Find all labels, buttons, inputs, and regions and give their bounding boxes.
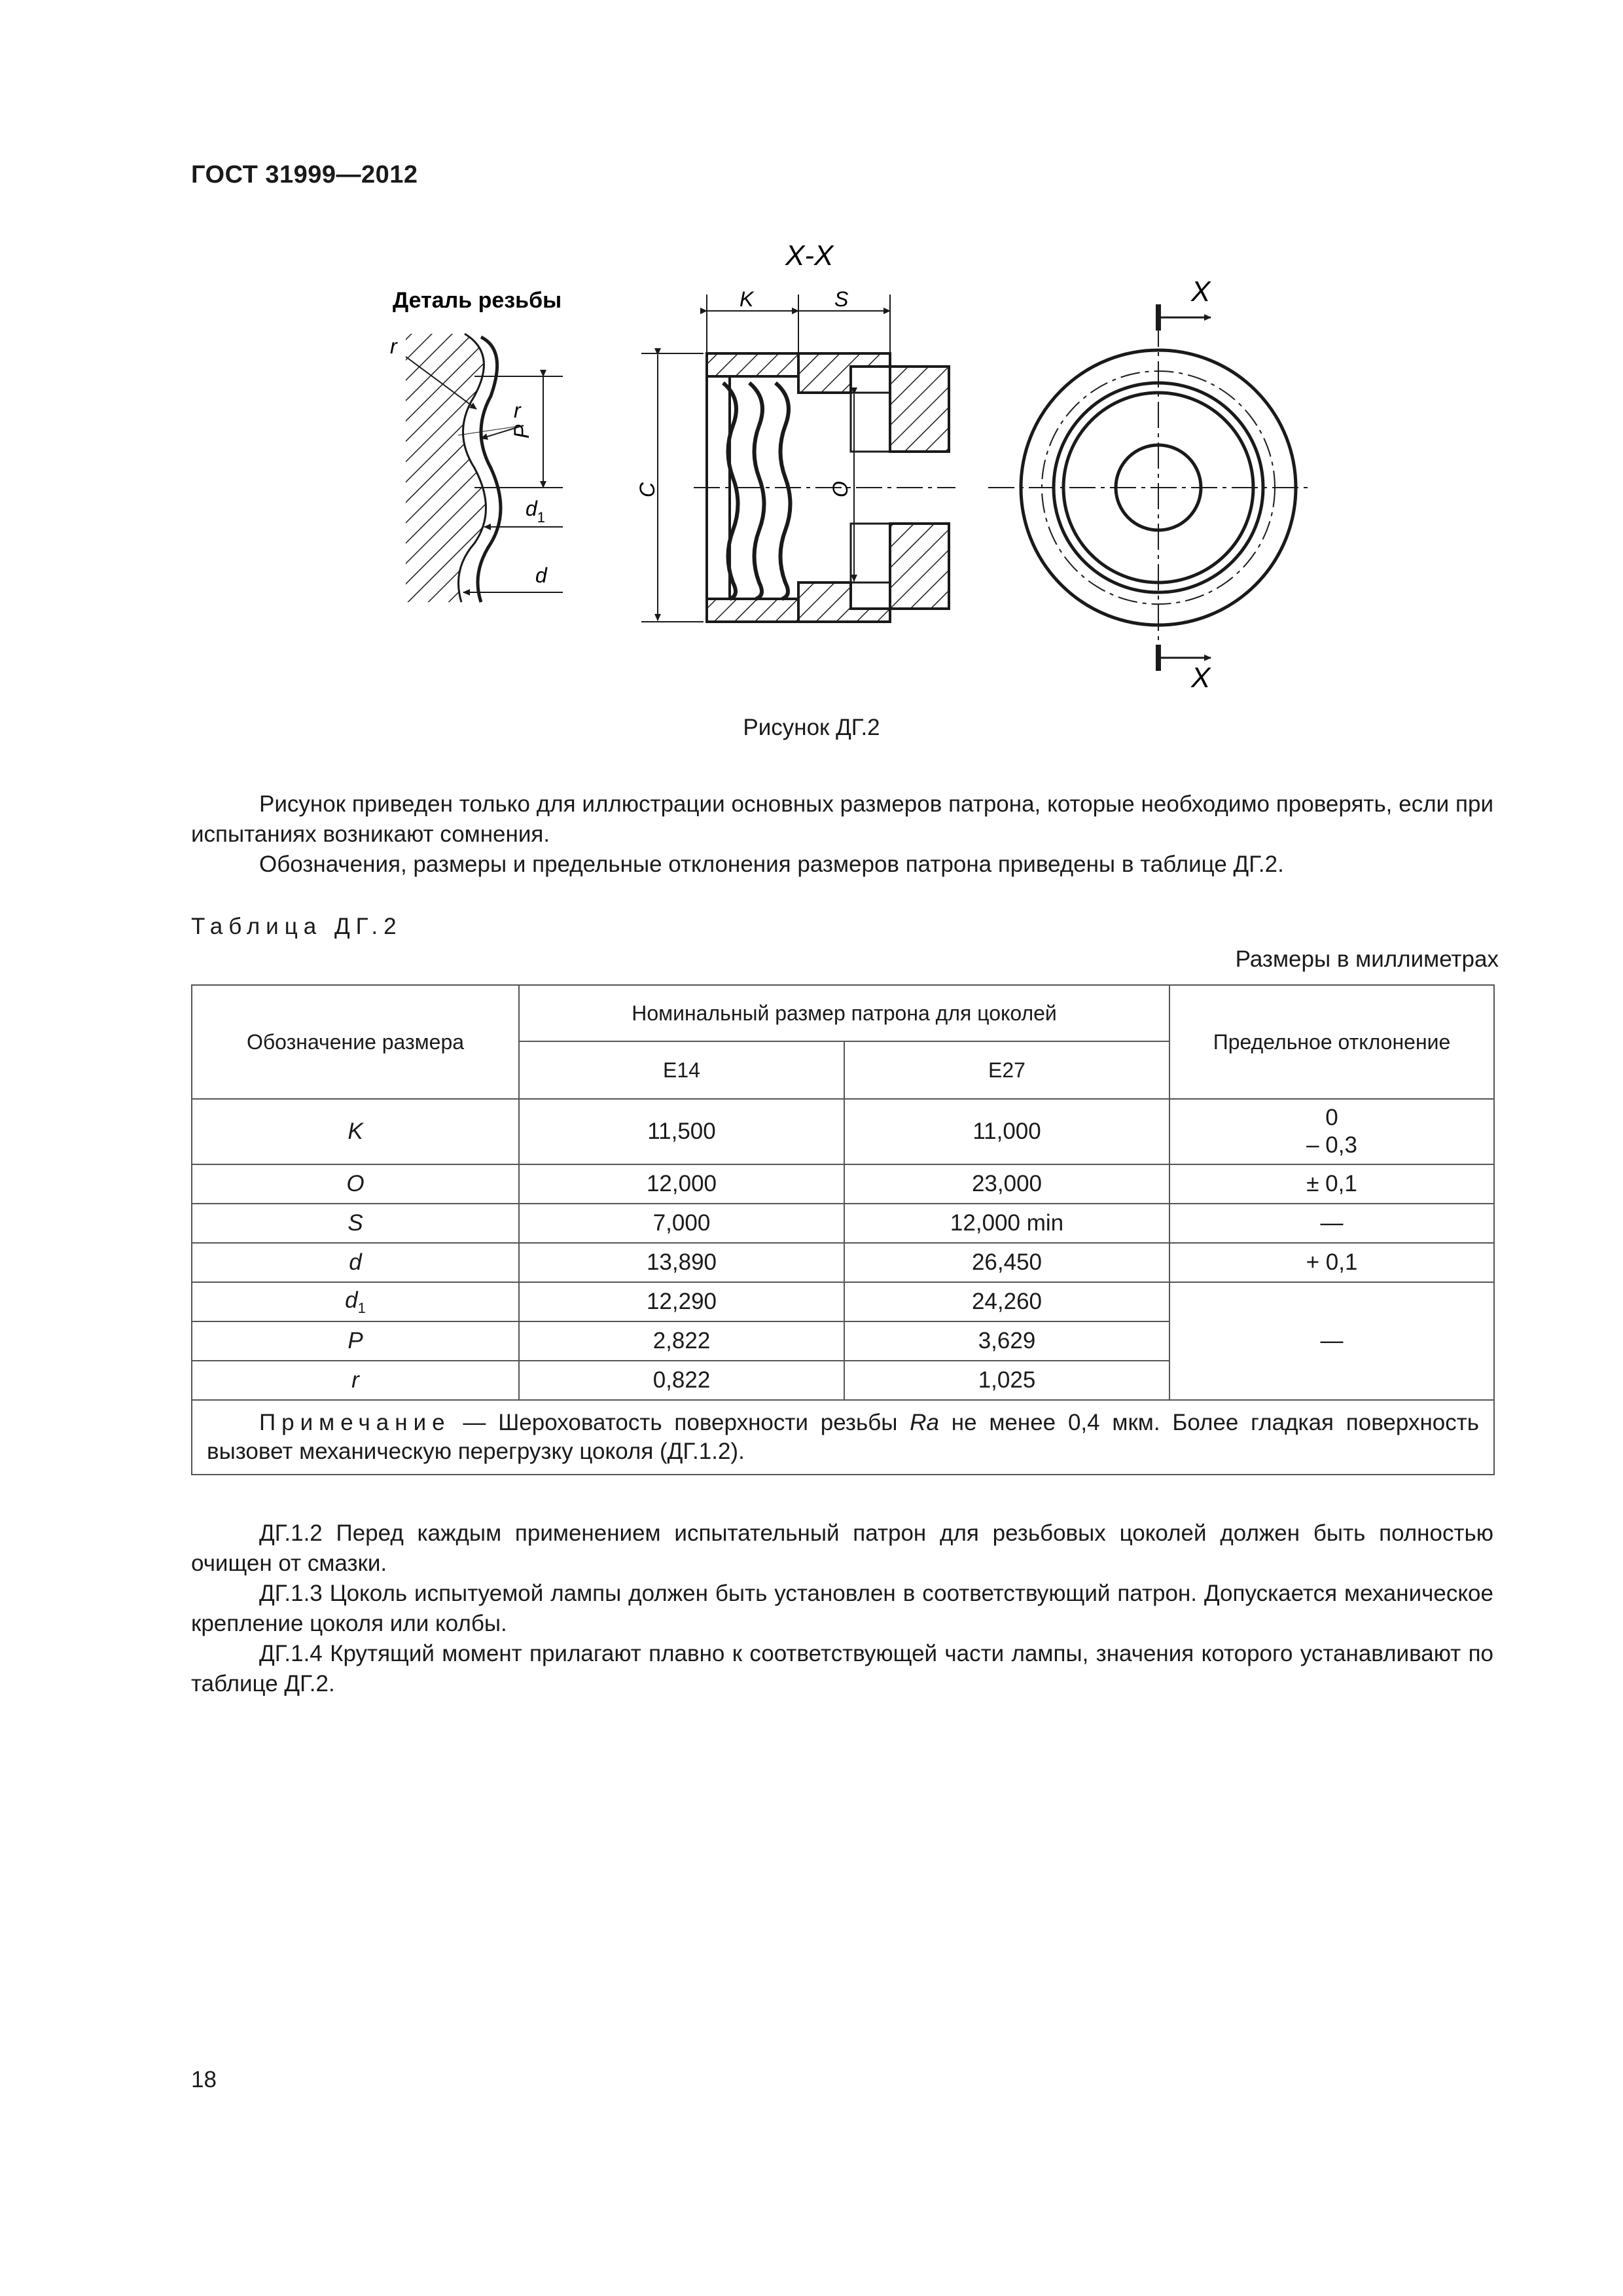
merged-deviation-cell: —: [1169, 1282, 1494, 1400]
technical-drawing: [366, 236, 1309, 694]
section-label: X-X: [785, 240, 834, 272]
clause-dg-1-4: ДГ.1.4 Крутящий момент прилагают плавно к соответствующей части лампы, значения которого устанавливают по таблице ДГ.2.: [191, 1641, 1493, 1696]
table-note-row: [192, 1400, 1494, 1475]
section-marker-top: X: [1191, 276, 1211, 308]
document-header: ГОСТ 31999—2012: [191, 161, 418, 188]
dim-label-d: d: [535, 564, 547, 587]
end-view: [988, 276, 1309, 694]
header-deviation: Предельное отклонение: [1169, 985, 1494, 1099]
table-units: Размеры в миллиметрах: [1235, 946, 1499, 972]
section-marker-bottom: X: [1191, 662, 1211, 694]
table-row: P 2,822 3,629: [192, 1321, 1494, 1361]
table-row: K 11,500 11,000 0 – 0,3: [192, 1099, 1494, 1164]
table-row: $d_1$ 12,290 24,260 —: [192, 1282, 1494, 1321]
table-row: d 13,890 26,450 + 0,1: [192, 1243, 1494, 1282]
dim-label-r-top: r: [390, 334, 397, 358]
table-note: Примечание — Шероховатость поверхности резьбы Ra не менее 0,4 мкм. Более гладкая поверхность вызовет механическую перегрузку цоколя (ДГ.1.2).: [192, 1400, 1494, 1475]
header-e27: E27: [844, 1041, 1169, 1099]
clause-dg-1-2: ДГ.1.2 Перед каждым применением испытательный патрон для резьбовых цоколей должен быть полностью очищен от смазки.: [191, 1520, 1493, 1576]
header-designation: Обозначение размера: [192, 985, 519, 1099]
figure-caption: Рисунок ДГ.2: [743, 715, 880, 740]
header-e14: E14: [519, 1041, 844, 1099]
thread-detail-label: Деталь резьбы: [393, 288, 562, 313]
paragraph-1: Рисунок приведен только для иллюстрации основных размеров патрона, которые необходимо проверять, если при испытаниях возникают сомнения.: [191, 791, 1493, 847]
table-row: r 0,822 1,025: [192, 1361, 1494, 1400]
table-label: Таблица ДГ.2: [191, 914, 402, 939]
page-number: 18: [191, 2067, 217, 2092]
dim-label-d1: $d_1$: [526, 497, 546, 526]
section-view: [635, 240, 955, 622]
thread-detail-view: [390, 288, 563, 602]
dim-label-c: C: [635, 482, 659, 497]
clause-dg-1-3: ДГ.1.3 Цоколь испытуемой лампы должен быть установлен в соответствующий патрон. Допускается механическое крепление цоколя или колбы.: [191, 1581, 1493, 1636]
header-nominal: Номинальный размер патрона для цоколей: [519, 985, 1169, 1041]
dim-label-k: K: [740, 287, 754, 311]
dimensions-table: [191, 984, 1495, 1475]
dim-label-r-mid: r: [514, 399, 521, 422]
table-row: S 7,000 12,000 min —: [192, 1204, 1494, 1243]
paragraph-2: Обозначения, размеры и предельные отклонения размеров патрона приведены в таблице ДГ.2.: [259, 852, 1284, 877]
clauses-text: [191, 1518, 1493, 1699]
table-row: O 12,000 23,000 ± 0,1: [192, 1164, 1494, 1204]
dim-label-s: S: [834, 287, 849, 311]
dim-label-p: P: [510, 424, 533, 439]
dim-label-o: O: [829, 481, 852, 497]
intro-text: [191, 789, 1493, 880]
